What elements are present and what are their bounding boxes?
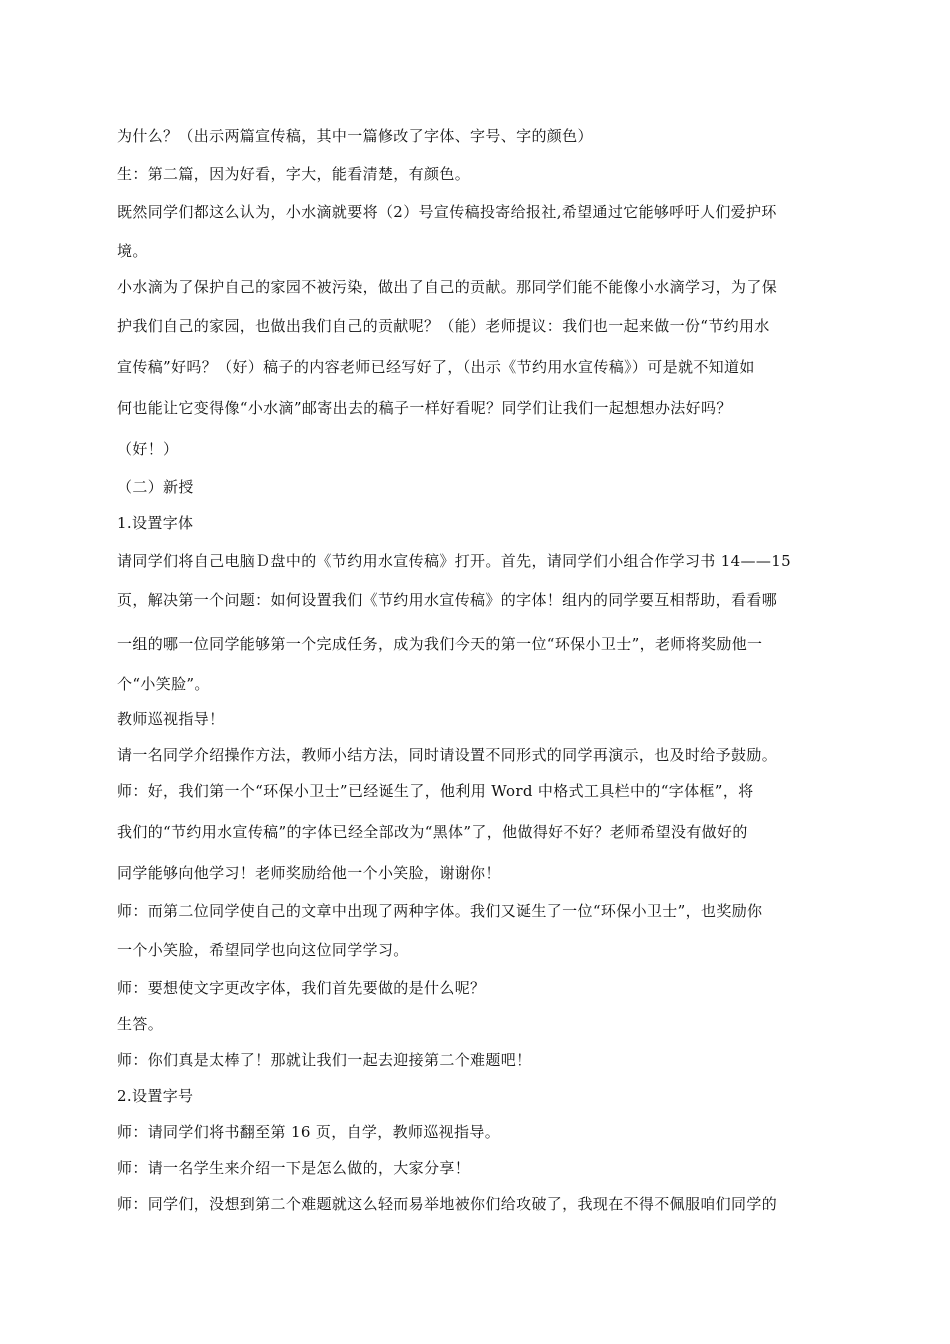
text-line: 境。 bbox=[117, 242, 148, 260]
text-line: 请一名同学介绍操作方法，教师小结方法，同时请设置不同形式的同学再演示，也及时给予鼓励。 bbox=[117, 746, 778, 764]
text-line: 何也能让它变得像“小水滴”邮寄出去的稿子一样好看呢？同学们让我们一起想想办法好吗？ bbox=[117, 399, 732, 417]
text-line: 师：要想使文字更改字体，我们首先要做的是什么呢？ bbox=[117, 979, 486, 997]
text-line: 宣传稿”好吗？（好）稿子的内容老师已经写好了，（出示《节约用水宣传稿》）可是就不知道如 bbox=[117, 358, 755, 376]
text-line: 护我们自己的家园，也做出我们自己的贡献呢？（能）老师提议：我们也一起来做一份“节约用水 bbox=[117, 317, 770, 335]
text-line: 生：第二篇，因为好看，字大，能看清楚，有颜色。 bbox=[117, 165, 471, 183]
text-line: 一个小笑脸，希望同学也向这位同学学习。 bbox=[117, 941, 409, 959]
text-line: 小水滴为了保护自己的家园不被污染，做出了自己的贡献。那同学们能不能像小水滴学习，为了保 bbox=[117, 278, 778, 296]
text-line: 生答。 bbox=[117, 1015, 164, 1033]
text-line: 师：同学们，没想到第二个难题就这么轻而易举地被你们给攻破了，我现在不得不佩服咱们同学的 bbox=[117, 1195, 778, 1213]
text-line: 为什么？（出示两篇宣传稿，其中一篇修改了字体、字号、字的颜色） bbox=[117, 127, 593, 145]
text-line: 师：你们真是太棒了！那就让我们一起去迎接第二个难题吧！ bbox=[117, 1051, 532, 1069]
text-line: 师：请同学们将书翻至第 16 页，自学，教师巡视指导。 bbox=[117, 1123, 501, 1141]
text-line: 页，解决第一个问题：如何设置我们《节约用水宣传稿》的字体！组内的同学要互相帮助，看看哪 bbox=[117, 591, 778, 609]
text-line: 一组的哪一位同学能够第一个完成任务，成为我们今天的第一位“环保小卫士”，老师将奖励他一 bbox=[117, 635, 763, 653]
text-line: 师：请一名学生来介绍一下是怎么做的，大家分享！ bbox=[117, 1159, 471, 1177]
text-line: 既然同学们都这么认为，小水滴就要将（2）号宣传稿投寄给报社,希望通过它能够呼吁人们爱护环 bbox=[117, 203, 777, 221]
text-line: 师：好，我们第一个“环保小卫士”已经诞生了，他利用 Word 中格式工具栏中的“字体框”，将 bbox=[117, 782, 754, 800]
text-line: 教师巡视指导！ bbox=[117, 710, 225, 728]
subsection-heading: 2.设置字号 bbox=[117, 1087, 194, 1105]
text-line: 请同学们将自己电脑Ｄ盘中的《节约用水宣传稿》打开。首先，请同学们小组合作学习书 14——15 bbox=[117, 552, 792, 570]
subsection-heading: 1.设置字体 bbox=[117, 514, 194, 532]
text-line: 师：而第二位同学使自己的文章中出现了两种字体。我们又诞生了一位“环保小卫士”，也奖励你 bbox=[117, 902, 763, 920]
text-line: 同学能够向他学习！老师奖励给他一个小笑脸，谢谢你！ bbox=[117, 864, 501, 882]
text-line: 我们的“节约用水宣传稿”的字体已经全部改为“黑体”了，他做得好不好？老师希望没有做好的 bbox=[117, 823, 748, 841]
text-line: 个“小笑脸”。 bbox=[117, 675, 210, 693]
section-heading: （二）新授 bbox=[117, 478, 194, 496]
text-line: （好！） bbox=[117, 440, 179, 458]
